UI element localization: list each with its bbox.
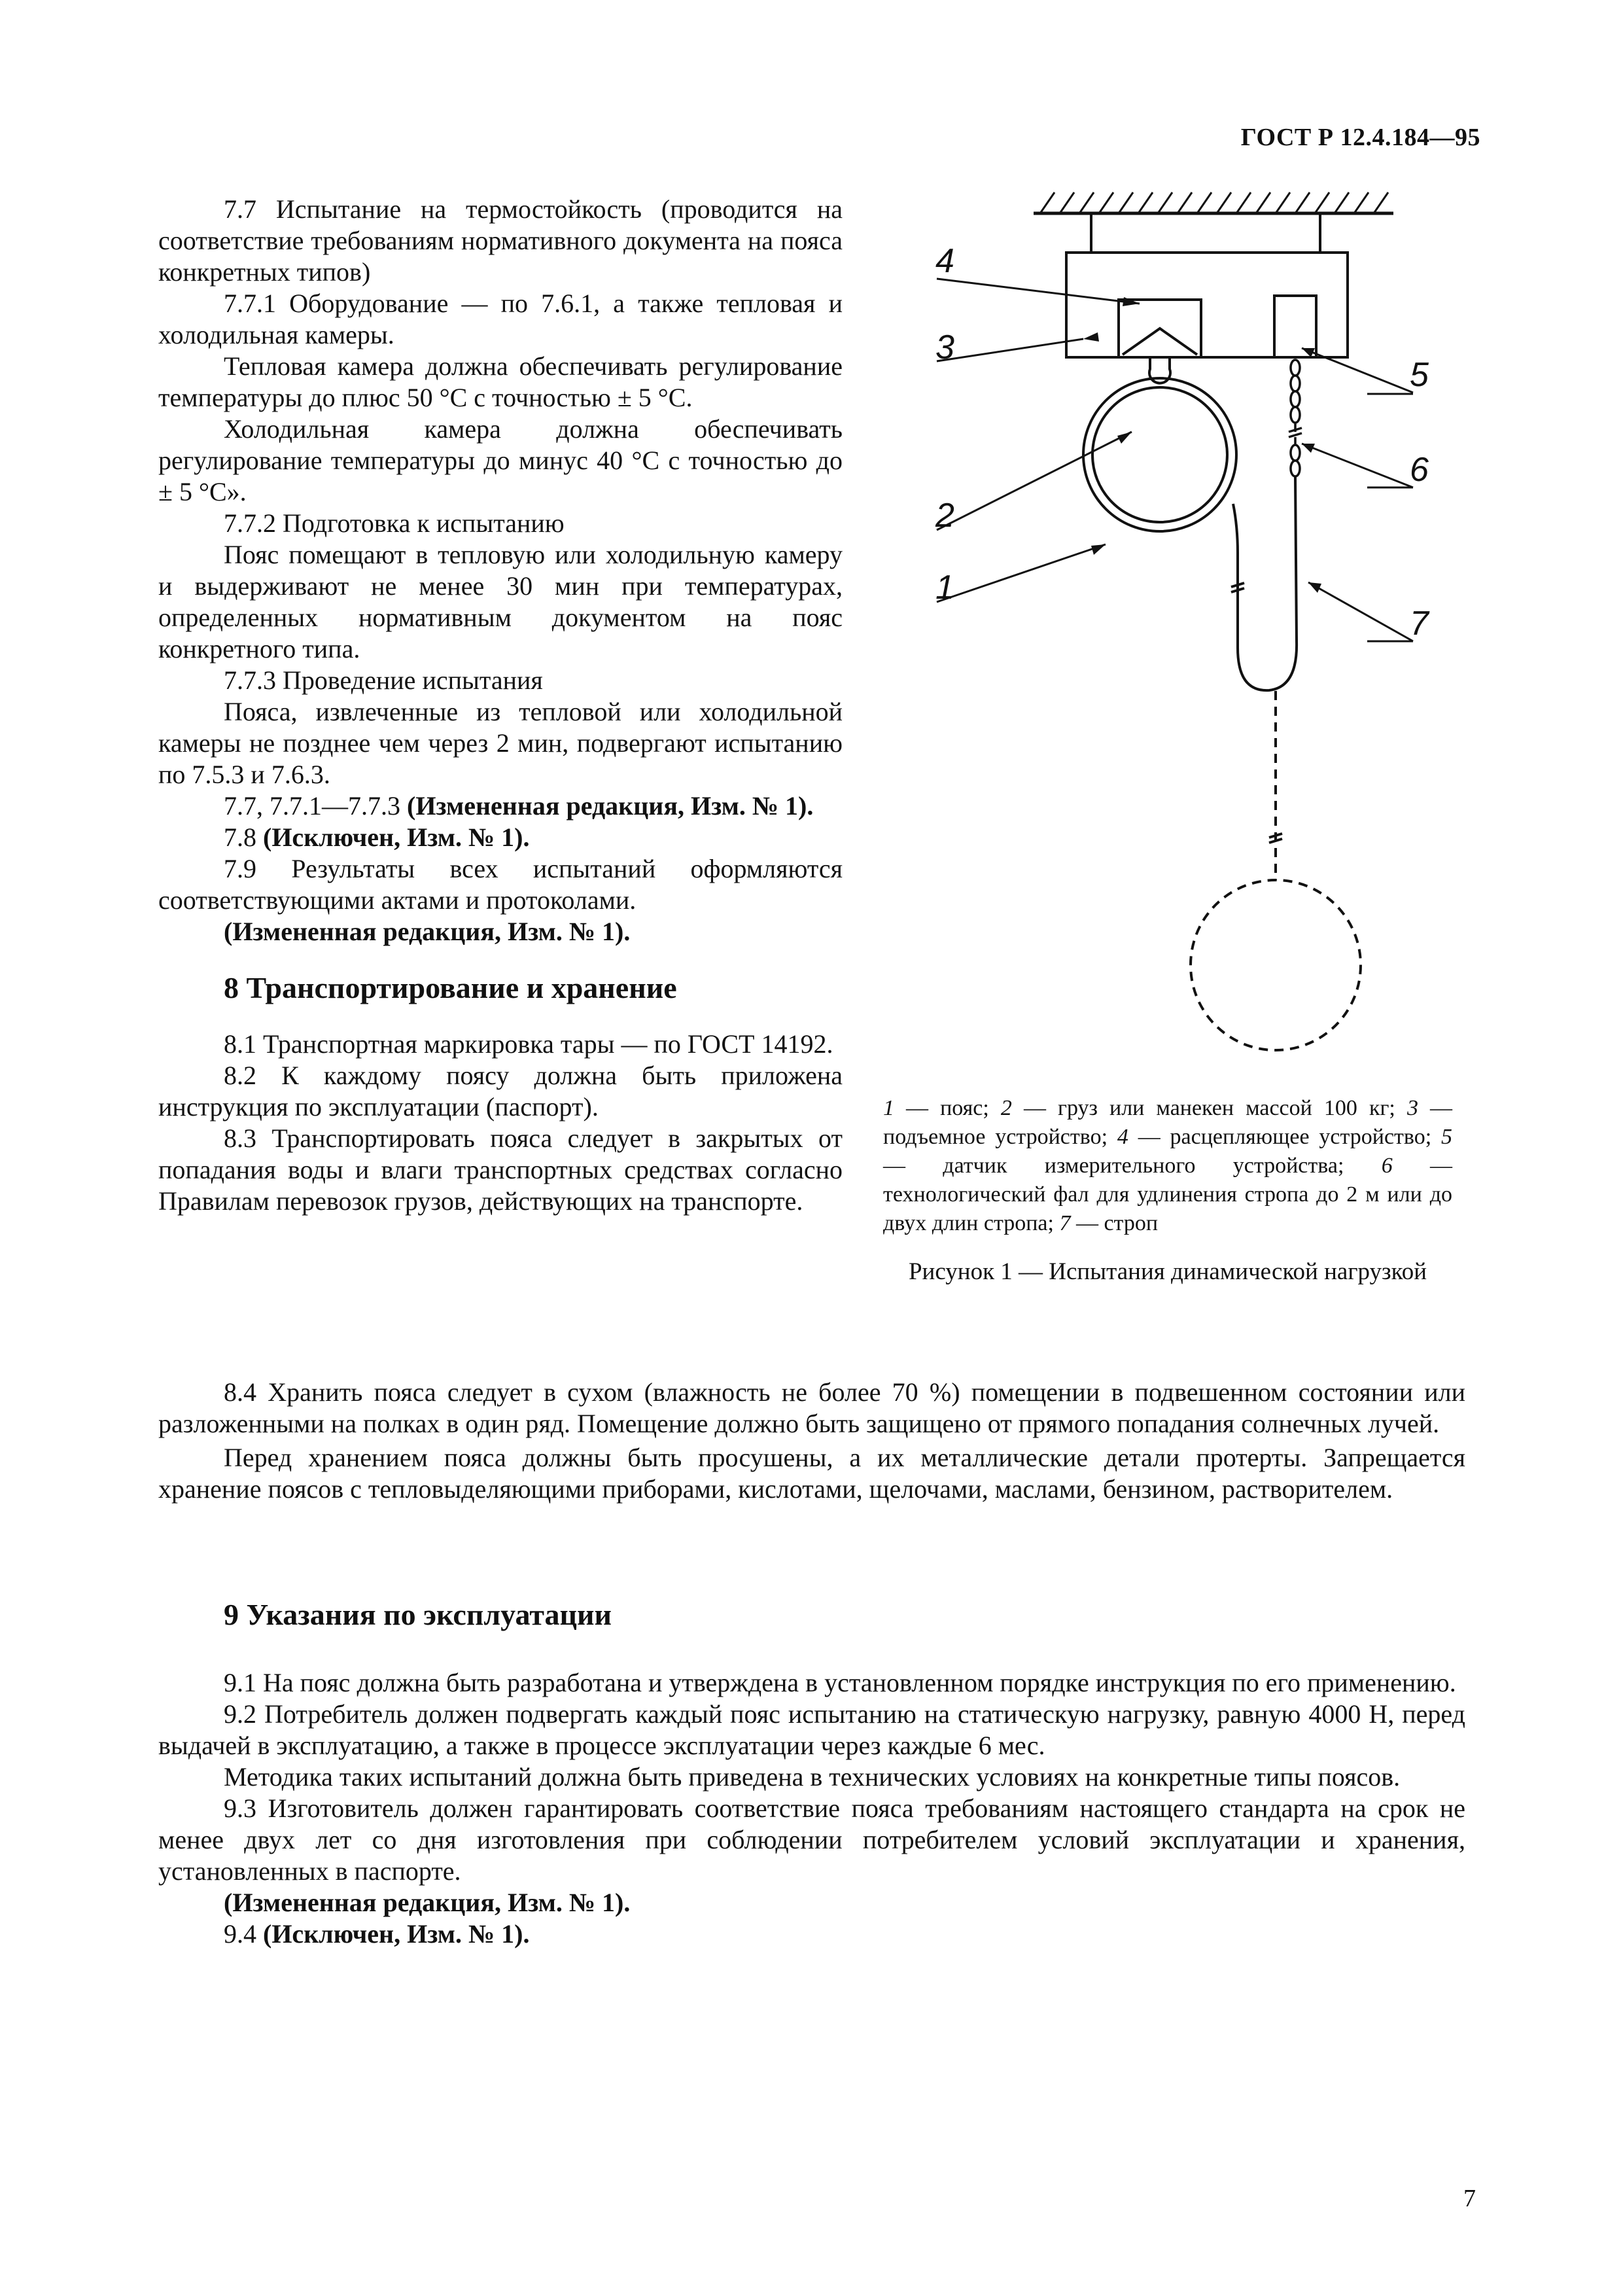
paragraph-7-7: 7.7 Испытание на термостойкость (проводится на соответствие требованиям нормативного документа на пояса конкретных типов) [158, 194, 843, 287]
paragraph-method: Методика таких испытаний должна быть приведена в технических условиях на конкретные типы поясов. [224, 1762, 1401, 1792]
section-8-continuation [158, 1377, 1465, 1505]
clause-9-4-number: 9.4 [224, 1919, 263, 1949]
paragraph-9-4 [158, 1918, 1465, 1950]
section-9 [158, 1597, 1465, 1950]
page-number: 7 [1463, 2185, 1476, 2212]
clause-7-8-number: 7.8 [224, 822, 263, 852]
amendment-ref: 7.7, 7.7.1—7.7.3 [224, 791, 407, 821]
figure-legend [883, 1094, 1452, 1238]
left-column [158, 194, 843, 1217]
paragraph-9-3: 9.3 Изготовитель должен гарантировать соответствие пояса требованиям настоящего стандарта на срок не менее двух лет со дня изготовления при соблюдении потребителем условий эксплуатации и хранения, установленных в паспорте. [158, 1793, 1465, 1886]
legend-text-2: — груз или манекен массой 100 кг; [1011, 1096, 1407, 1120]
paragraph-7-7-3: 7.7.3 Проведение испытания [224, 665, 543, 695]
label-5: 5 [1410, 356, 1429, 394]
paragraph-9-2: 9.2 Потребитель должен подвергать каждый пояс испытанию на статическую нагрузку, равную 4000 Н, перед выдачей в эксплуатацию, а также в процессе эксплуатации через каждые 6 мес. [158, 1699, 1465, 1760]
document-code-header: ГОСТ Р 12.4.184—95 [1240, 124, 1480, 151]
section-9-heading: 9 Указания по эксплуатации [224, 1598, 612, 1631]
paragraph-amendment-7-7 [158, 790, 843, 822]
section-8-heading: 8 Транспортирование и хранение [224, 971, 677, 1004]
label-2: 2 [935, 497, 954, 535]
paragraph-8-3: 8.3 Транспортировать пояса следует в закрытых от попадания воды и влаги транспортных средствах согласно Правилам перевозок грузов, действующих на транспорте. [158, 1123, 843, 1216]
paragraph-cold-chamber: Холодильная камера должна обеспечивать регулирование температуры до минус 40 °С с точностью до ± 5 °С». [158, 414, 843, 506]
paragraph-storage: Перед хранением пояса должны быть просушены, а их металлические детали протерты. Запрещается хранение поясов с тепловыделяющими приборами, кислотами, щелочами, маслами, бензином, растворителем. [158, 1443, 1465, 1504]
legend-num-7: 7 [1059, 1211, 1071, 1235]
paragraph-9-3-amendment: (Измененная редакция, Изм. № 1). [224, 1888, 631, 1917]
paragraph-preparation: Пояс помещают в тепловую или холодильную камеру и выдерживают не менее 30 мин при температурах, определенных нормативным документом на пояс конкретного типа. [158, 540, 843, 663]
legend-num-3: 3 [1406, 1096, 1418, 1120]
paragraph-9-1: 9.1 На пояс должна быть разработана и утверждена в установленном порядке инструкция по его применению. [224, 1668, 1456, 1697]
paragraph-8-1: 8.1 Транспортная маркировка тары — по ГОСТ 14192. [224, 1029, 833, 1059]
paragraph-7-9-amendment: (Измененная редакция, Изм. № 1). [224, 917, 631, 946]
test-rig-diagram [883, 183, 1459, 1093]
legend-text-1: — пояс; [894, 1096, 1001, 1120]
paragraph-test: Пояса, извлеченные из тепловой или холодильной камеры не позднее чем через 2 мин, подвергают испытанию по 7.5.3 и 7.6.3. [158, 697, 843, 789]
legend-num-6: 6 [1381, 1154, 1393, 1178]
label-7: 7 [1410, 605, 1429, 643]
paragraph-7-7-1: 7.7.1 Оборудование — по 7.6.1, а также тепловая и холодильная камеры. [158, 289, 843, 349]
label-3: 3 [935, 328, 954, 366]
paragraph-heat-chamber: Тепловая камера должна обеспечивать регулирование температуры до плюс 50 °С с точностью ± 5 °С. [158, 351, 843, 412]
paragraph-8-4: 8.4 Хранить пояса следует в сухом (влажность не более 70 %) помещении в подвешенном состоянии или разложенными на полках в один ряд. Помещение должно быть защищено от прямого попадания солнечных лучей. [158, 1377, 1465, 1438]
legend-num-2: 2 [1000, 1096, 1012, 1120]
clause-7-8-excluded: (Исключен, Изм. № 1). [263, 822, 530, 852]
amendment-note: (Измененная редакция, Изм. № 1). [407, 791, 814, 821]
paragraph-7-9: 7.9 Результаты всех испытаний оформляются соответствующими актами и протоколами. [158, 854, 843, 915]
legend-text-5: — датчик измерительного устройства; [883, 1154, 1382, 1178]
legend-text-7: — строп [1070, 1211, 1159, 1235]
legend-num-1: 1 [883, 1096, 894, 1120]
legend-text-6: — технологический фал для удлинения стропа до 2 м или до двух длин стропа; [883, 1154, 1453, 1235]
legend-text-4: — расцепляющее устройство; [1128, 1125, 1442, 1149]
paragraph-7-8 [158, 822, 843, 853]
label-4: 4 [935, 242, 954, 280]
legend-text-3: — подъемное устройство; [883, 1096, 1452, 1149]
label-6: 6 [1410, 451, 1429, 489]
paragraph-7-7-2: 7.7.2 Подготовка к испытанию [224, 508, 565, 538]
figure-1 [883, 183, 1459, 1093]
legend-num-4: 4 [1117, 1125, 1128, 1149]
label-1: 1 [935, 569, 954, 607]
paragraph-8-2: 8.2 К каждому поясу должна быть приложена инструкция по эксплуатации (паспорт). [158, 1061, 843, 1122]
figure-title: Рисунок 1 — Испытания динамической нагрузкой [908, 1258, 1427, 1285]
legend-num-5: 5 [1441, 1125, 1453, 1149]
clause-9-4-excluded: (Исключен, Изм. № 1). [263, 1919, 530, 1949]
